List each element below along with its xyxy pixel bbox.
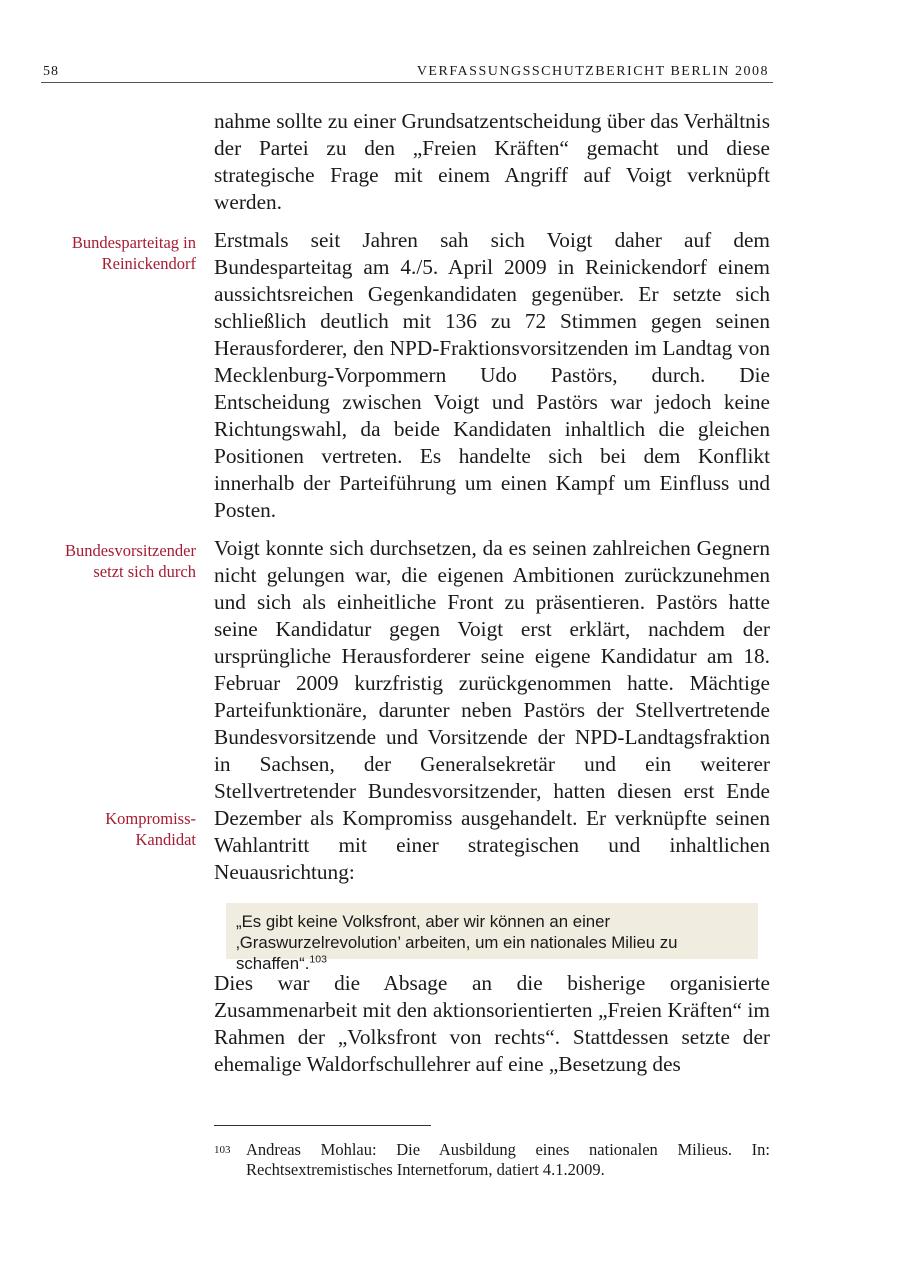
margin-note-kompromiss	[6, 808, 196, 850]
margin-note-line: Kompromiss-	[105, 809, 196, 828]
paragraph-1: nahme sollte zu einer Grundsatzentscheidung über das Verhältnis der Partei zu den „Freien Kräften“ gemacht und diese strategische Frage mit einem Angriff auf Voigt verknüpft werden.	[214, 109, 770, 214]
footnote-text: Andreas Mohlau: Die Ausbildung eines nationalen Milieus. In: Rechtsextremistisches Internetforum, datiert 4.1.2009.	[246, 1140, 770, 1179]
header-rule	[41, 82, 773, 83]
paragraph-4: Dies war die Absage an die bisherige organisierte Zusammenarbeit mit den aktionsorientierten „Freien Kräften“ im Rahmen der „Volksfront von rechts“. Stattdessen setzte der ehemalige Waldorfschullehrer auf eine „Besetzung des	[214, 971, 770, 1076]
paragraph-3: Voigt konnte sich durchsetzen, da es seinen zahlreichen Gegnern nicht gelungen war, die eigenen Ambitionen zurückzunehmen und sich als einheitliche Front zu präsentieren. Pastörs hatte seine Kandidatur gegen Voigt erst erklärt, nachdem der ursprüngliche Herausforderer seine eigene Kandidatur am 18. Februar 2009 kurzfristig zurückgenommen hatte. Mächtige Parteifunktionäre, darunter neben Pastörs der Stellvertretende Bundesvorsitzende und Vorsitzende der NPD-Landtagsfraktion in Sachsen, der Generalsekretär und ein weiterer Stellvertretender Bundesvorsitzender, hatten diesen erst Ende Dezember als Kompromiss ausgehandelt. Er verknüpfte seinen Wahlantritt mit einer strategischen und inhaltlichen Neuausrichtung:	[214, 536, 770, 884]
margin-note-line: Bundesvorsitzender	[64, 541, 196, 560]
margin-note-line: setzt sich durch	[93, 562, 196, 581]
footnote-rule	[214, 1125, 431, 1126]
margin-note-bundesparteitag	[6, 232, 196, 274]
running-title: VERFASSUNGSSCHUTZBERICHT BERLIN 2008	[416, 64, 769, 79]
margin-note-line: Reinickendorf	[101, 254, 196, 273]
quote-footnote-ref: 103	[309, 953, 327, 966]
margin-note-line: Kandidat	[135, 830, 196, 849]
paragraph-2: Erstmals seit Jahren sah sich Voigt daher auf dem Bundesparteitag am 4./5. April 2009 in Reinickendorf einem aussichtsreichen Gegenkandidaten gegenüber. Er setzte sich schließlich deutlich mit 136 zu 72 Stimmen gegen seinen Herausforderer, den NPD-Fraktionsvorsitzenden im Landtag von Mecklenburg-Vorpommern Udo Pastörs, durch. Die Entscheidung zwischen Voigt und Pastörs war jedoch keine Richtungswahl, da beide Kandidaten inhaltlich die gleichen Positionen vertreten. Es handelte sich bei dem Konflikt innerhalb der Parteiführung um einen Kampf um Einfluss und Posten.	[214, 228, 770, 522]
quote-text: „Es gibt keine Volksfront, aber wir können an einer ‚Graswurzelrevolution’ arbeiten, um ein nationales Milieu zu schaffen“.	[236, 912, 678, 973]
margin-note-bundesvorsitzender	[6, 540, 196, 582]
footnote	[214, 1140, 770, 1180]
margin-note-line: Bundesparteitag in	[71, 233, 196, 252]
quote-box	[226, 903, 758, 973]
footnote-number: 103	[214, 1144, 231, 1156]
page-number: 58	[43, 64, 59, 79]
